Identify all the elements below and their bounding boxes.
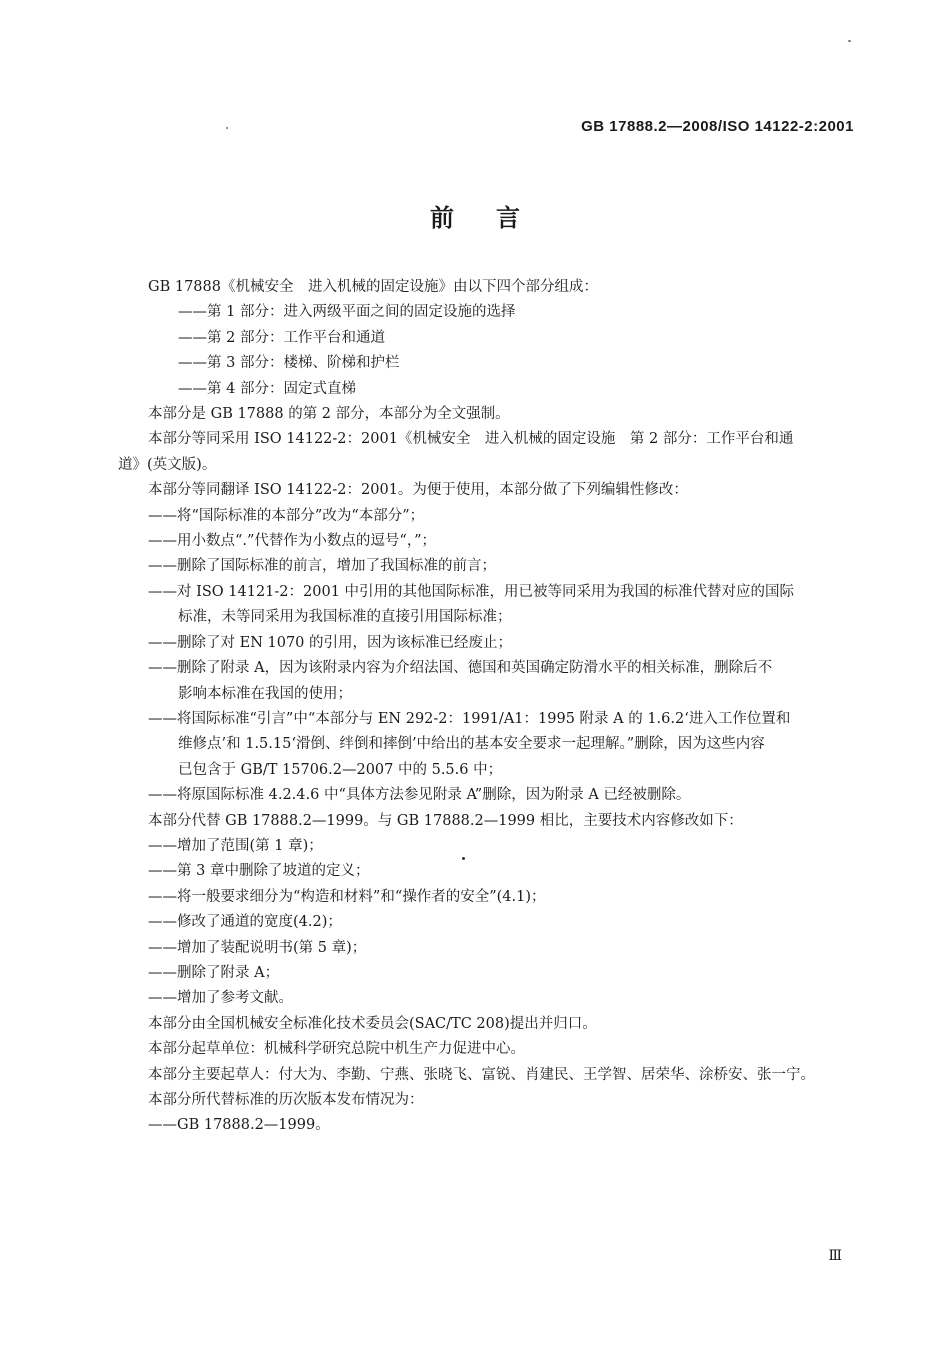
part2-paragraph: 本部分是 GB 17888 的第 2 部分，本部分为全文强制。: [148, 406, 510, 423]
list-item: ——用小数点“.”代替作为小数点的逗号“，”；: [148, 533, 437, 550]
list-item: ——增加了装配说明书(第 5 章)；: [148, 939, 367, 956]
history-paragraph: 本部分所代替标准的历次版本发布情况为：: [148, 1092, 424, 1108]
translation-paragraph: 本部分等同翻译 ISO 14122-2：2001。为便于使用，本部分做了下列编辑性修改：: [148, 482, 688, 499]
list-item: ——对 ISO 14121-2：2001 中引用的其他国际标准，用已被等同采用为我国的标准代替对应的国际 标准，未等同采用为我国标准的直接引用国际标准；: [148, 583, 795, 626]
list-item: ——GB 17888.2—1999。: [148, 1117, 330, 1134]
list-item: ——修改了通道的宽度(4.2)；: [148, 914, 342, 931]
replacement-paragraph: 本部分代替 GB 17888.2—1999。与 GB 17888.2—1999 相比，主要技术内容修改如下：: [148, 812, 743, 829]
equivalence-paragraph-cont: 道》(英文版)。: [118, 456, 217, 473]
scan-speck: [848, 40, 851, 42]
scan-speck: [226, 127, 228, 129]
list-item: ——第 2 部分：工作平台和通道: [178, 329, 385, 346]
foreword-body: [118, 275, 856, 1139]
page-number: Ⅲ: [828, 1248, 842, 1264]
equivalence-paragraph: 本部分等同采用 ISO 14122-2：2001《机械安全 进入机械的固定设施 第 2 部分：工作平台和通: [148, 431, 794, 448]
intro-paragraph: GB 17888《机械安全 进入机械的固定设施》由以下四个部分组成：: [148, 279, 598, 295]
list-item: ——删除了对 EN 1070 的引用，因为该标准已经废止；: [148, 634, 512, 651]
list-item: ——第 3 部分：楼梯、阶梯和护栏: [178, 355, 400, 372]
list-item: ——第 3 章中删除了坡道的定义；: [148, 863, 370, 880]
scan-speck: [462, 857, 465, 860]
list-item: ——删除了国际标准的前言，增加了我国标准的前言；: [148, 558, 496, 575]
page-title: 前言: [430, 203, 562, 232]
list-item: ——将一般要求细分为“构造和材料”和“操作者的安全”(4.1)；: [148, 888, 546, 905]
list-item: ——删除了附录 A，因为该附录内容为介绍法国、德国和英国确定防滑水平的相关标准，删除后不 影响本标准在我国的使用；: [148, 660, 773, 702]
list-item: ——增加了范围(第 1 章)；: [148, 837, 323, 854]
drafting-unit-paragraph: 本部分起草单位：机械科学研究总院中机生产力促进中心。: [148, 1041, 525, 1058]
committee-paragraph: 本部分由全国机械安全标准化技术委员会(SAC/TC 208)提出并归口。: [148, 1015, 597, 1032]
parts-list: [118, 300, 856, 402]
list-item: ——将原国际标准 4.2.4.6 中“具体方法参见附录 A”删除，因为附录 A 已经被删除。: [148, 787, 691, 804]
standard-code: GB 17888.2—2008/ISO 14122-2:2001: [581, 118, 854, 135]
drafters-paragraph: 本部分主要起草人：付大为、李勤、宁燕、张晓飞、富锐、肖建民、王学智、居荣华、涂桥安、张一宁。: [148, 1066, 815, 1083]
edits-list: [118, 504, 856, 809]
list-item: ——增加了参考文献。: [148, 990, 293, 1007]
list-item: ——将国际标准“引言”中“本部分与 EN 292-2：1991/A1：1995 附录 A 的 1.6.2‘进入工作位置和 维修点’和 1.5.15‘滑倒、绊倒和摔倒’中给出的基本安全要求一起理解。”删除，因为这些内容 已包含于 GB/T 15706.2—2007 中的 5.5.6 中；: [148, 710, 791, 778]
list-item: ——删除了附录 A；: [148, 964, 280, 981]
list-item: ——第 4 部分：固定式直梯: [178, 380, 356, 397]
list-item: ——将“国际标准的本部分”改为“本部分”；: [148, 507, 425, 524]
list-item: ——第 1 部分：进入两级平面之间的固定设施的选择: [178, 304, 516, 321]
changes-list: [118, 834, 856, 1012]
